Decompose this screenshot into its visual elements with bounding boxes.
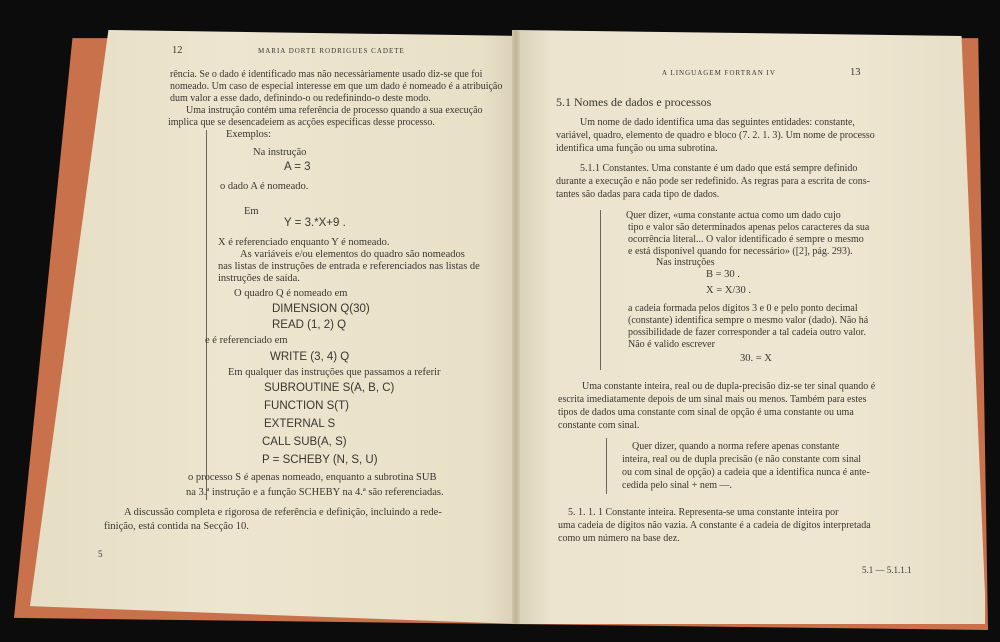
note-line: ocorrência literal... O valor identificado é sempre o mesmo [628,234,864,245]
note-line: possibilidade de fazer corresponder a tal cadeia outro valor. [628,327,866,338]
right-paragraph-line: 5. 1. 1. 1 Constante inteira. Representa-se uma constante inteira por [568,507,839,518]
example-text: Em qualquer das instruções que passamos a referir [228,367,441,378]
right-page-number: 13 [850,67,861,78]
right-paragraph-line: 5.1.1 Constantes. Uma constante é um dado que está sempre definido [580,163,858,174]
left-intro-line: dum valor a esse dado, definindo-o ou redefinindo-o deste modo. [170,93,431,104]
right-paragraph-line: Um nome de dado identifica uma das seguintes entidades: constante, [580,117,855,128]
note-line: a cadeia formada pelos dígitos 3 e 0 e pelo ponto decimal [628,303,858,314]
note-code: 30. = X [740,353,772,364]
left-intro-line: nomeado. Um caso de especial interesse em que um dado é nomeado é a atribuição [170,81,503,92]
right-paragraph-line: tipos de dados uma constante com sinal de opção é uma constante ou uma [558,407,854,418]
note-line: Quer dizer, quando a norma refere apenas constante [632,441,840,452]
left-intro-line: implica que se desencadeiem as acções específicas desse processo. [168,117,435,128]
example-code: DIMENSION Q(30) [272,303,370,315]
example-text: na 3.ª instrução e a função SCHEBY na 4.ª são referenciadas. [186,487,444,498]
example-code: A = 3 [284,161,311,173]
note-rule [600,210,601,370]
example-code: P = SCHEBY (N, S, U) [262,454,378,466]
left-page-number: 12 [172,45,183,56]
left-closing-line: finição, está contida na Secção 10. [104,521,249,532]
example-code: Y = 3.*X+9 . [284,217,346,229]
example-text: X é referenciado enquanto Y é nomeado. [218,237,390,248]
example-text: instruções de saída. [218,273,300,284]
right-paragraph-line: como um número na base dez. [558,533,680,544]
note-line: cedida pelo sinal + nem —. [622,480,733,491]
example-code: SUBROUTINE S(A, B, C) [264,382,395,394]
right-paragraph-line: durante a execução e não pode ser redefinido. As regras para a escrita de cons- [556,176,871,187]
right-paragraph-line: variável, quadro, elemento de quadro e bloco (7. 2. 1. 3). Um nome de processo [556,130,875,141]
left-intro-line: Uma instrução contém uma referência de processo quando a sua execução [186,105,483,116]
note-line: ou com sinal de opção) a cadeia que a identifica nunca é ante- [622,467,870,478]
note-line: tipo e valor são determinados apenas pelos caracteres da sua [628,222,870,233]
right-paragraph-line: escrita imediatamente depois de um sinal mais ou menos. Também para estes [558,394,867,405]
note-line: Quer dizer, «uma constante actua como um dado cujo [626,210,841,221]
note-line: Não é valido escrever [628,339,715,350]
right-paragraph-line: uma cadeia de dígitos não vazia. A constante é a cadeia de dígitos interpretada [558,520,871,531]
example-text: nas listas de instruções de entrada e referenciados nas listas de [218,261,480,272]
right-paragraph-line: constante com sinal. [558,420,640,431]
example-text: e é referenciado em [205,335,288,346]
example-text: o dado A é nomeado. [220,181,309,192]
note-line: Nas instruções [656,257,715,268]
example-code: FUNCTION S(T) [264,400,349,412]
left-footer: 5 [98,549,103,559]
left-running-head: MARIA DORTE RODRIGUES CADETE [258,47,405,55]
note-code: X = X/30 . [706,285,752,296]
example-text: Na instrução [253,147,307,158]
example-code: EXTERNAL S [264,418,336,430]
note-line: inteira, real ou de dupla precisão (e não constante com sinal [622,454,862,465]
right-footer: 5.1 — 5.1.1.1 [862,565,912,575]
note-line: e está disponível quando for necessário» ([2], pág. 293). [628,246,853,257]
example-text: Em [244,206,259,217]
example-code: CALL SUB(A, S) [262,436,347,448]
example-code: WRITE (3, 4) Q [270,351,350,363]
right-paragraph-line: identifica uma função ou uma subrotina. [556,143,718,154]
examples-heading: Exemplos: [226,129,271,140]
right-running-head: A LINGUAGEM FORTRAN IV [662,69,776,77]
note-rule [606,438,607,494]
left-closing-line: A discussão completa e rigorosa de referência e definição, incluindo a rede- [124,507,442,518]
note-code: B = 30 . [706,269,740,280]
note-line: (constante) identifica sempre o mesmo valor (dado). Não há [628,315,869,326]
example-code: READ (1, 2) Q [272,319,347,331]
book-spine [512,30,520,624]
section-title: 5.1 Nomes de dados e processos [556,95,712,109]
left-example-rule [206,130,207,500]
example-text: o processo S é apenas nomeado, enquanto a subrotina SUB [188,472,437,483]
right-paragraph-line: tantes são dadas para cada tipo de dados. [556,189,720,200]
example-text: O quadro Q é nomeado em [234,288,348,299]
right-paragraph-line: Uma constante inteira, real ou de dupla-precisão diz-se ter sinal quando é [582,381,876,392]
left-intro-line: rência. Se o dado é identificado mas não necessàriamente usado diz-se que foi [170,69,483,80]
example-text: As variáveis e/ou elementos do quadro são nomeados [240,249,465,260]
